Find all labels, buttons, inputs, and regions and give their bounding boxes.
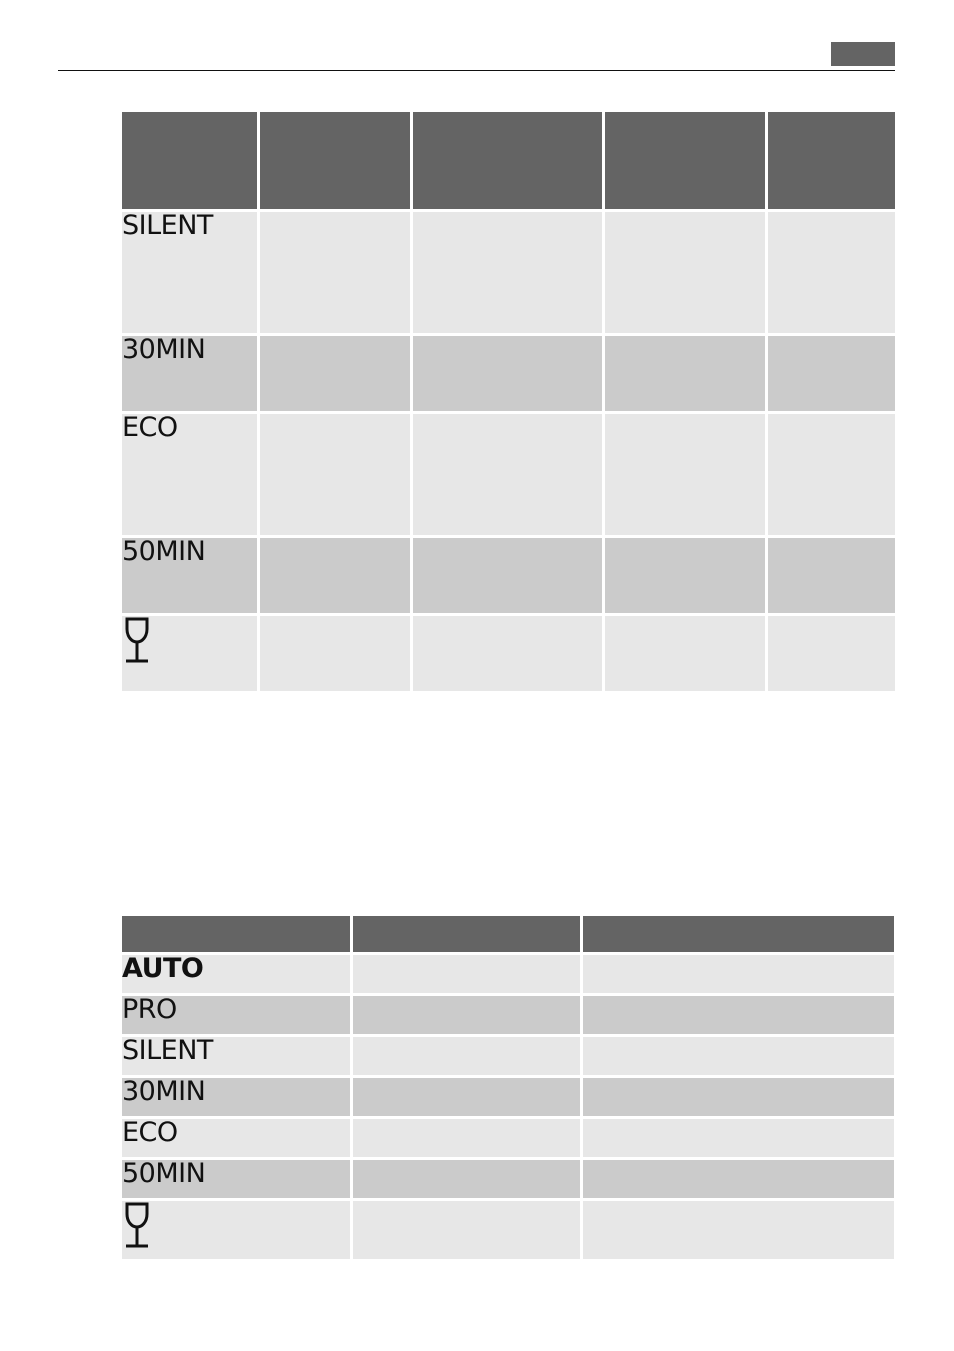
header-cell (353, 916, 580, 952)
programme-label: 50MIN (122, 1160, 350, 1198)
programme-label: 30MIN (122, 1078, 350, 1116)
header-rule (58, 70, 895, 71)
table-row (122, 1160, 894, 1198)
programme-label: SILENT (122, 212, 257, 333)
table-header-row (122, 916, 894, 952)
header-cell (583, 916, 894, 952)
programme-label (122, 1201, 350, 1259)
table-row (122, 955, 894, 993)
wine-glass-icon (122, 1201, 152, 1249)
table-row (122, 336, 895, 411)
programme-label: ECO (122, 1119, 350, 1157)
programme-label: 50MIN (122, 538, 257, 613)
programme-label: 30MIN (122, 336, 257, 411)
programme-label: SILENT (122, 1037, 350, 1075)
header-cell (260, 112, 410, 209)
header-cell (605, 112, 765, 209)
programme-table-1 (119, 109, 898, 694)
table-row (122, 1119, 894, 1157)
programme-label: AUTO (122, 955, 350, 993)
programme-label (122, 616, 257, 691)
programme-table-2 (119, 913, 897, 1262)
page-tab-marker (831, 42, 895, 66)
programme-label: PRO (122, 996, 350, 1034)
table-row (122, 1037, 894, 1075)
table-header-row (122, 112, 895, 209)
table-row (122, 414, 895, 535)
programme-label: ECO (122, 414, 257, 535)
table-row (122, 212, 895, 333)
header-cell (122, 112, 257, 209)
table-row (122, 538, 895, 613)
header-cell (122, 916, 350, 952)
header-cell (413, 112, 602, 209)
table-row (122, 616, 895, 691)
table-row (122, 1201, 894, 1259)
wine-glass-icon (122, 616, 152, 664)
table-row (122, 996, 894, 1034)
table-row (122, 1078, 894, 1116)
header-cell (768, 112, 895, 209)
